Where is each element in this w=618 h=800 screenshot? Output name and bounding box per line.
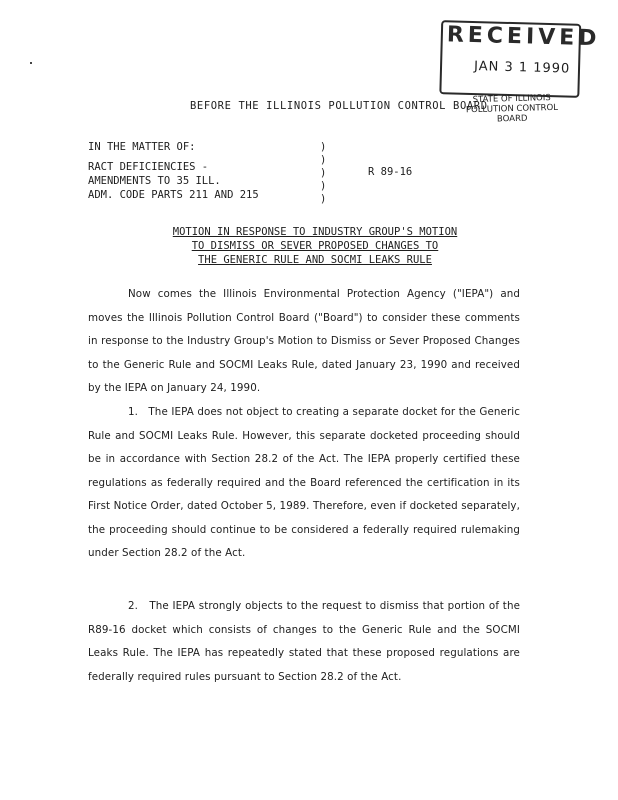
caption-line-1: RACT DEFICIENCIES - (88, 161, 209, 173)
stamp-word: RECEIVED (446, 22, 601, 52)
paragraph-2-number: 2. (128, 600, 139, 612)
caption-bracket: ) (320, 180, 327, 192)
paragraph-2-text: The IEPA strongly objects to the request to dismiss that portion of the R89-16 docket which consists of changes to the Generic Rule and the SOCMI Leaks Rule. The IEPA has repeatedly stated that these proposed regulations are federally required rules pursuant to Section 28.2 of the Act. (88, 600, 521, 683)
title-line-3: THE GENERIC RULE AND SOCMI LEAKS RULE (198, 254, 432, 266)
matter-label: IN THE MATTER OF: (88, 141, 196, 153)
paragraph-1 (88, 401, 520, 566)
paragraph-1-text: The IEPA does not object to creating a separate docket for the Generic Rule and SOCMI Leaks Rule. However, this separate docketed proceeding should be in accordance with Section 28.2 of the Act. The IEPA properly certified these regulations as federally required and the Board referenced the certification in its First Notice Order, dated October 5, 1989. Therefore, even if docketed separately, the proceeding should continue to be considered a federally required rulemaking under Section 28.2 of the Act. (88, 406, 520, 559)
paragraph-1-number: 1. (128, 406, 139, 418)
caption-bracket: ) (320, 141, 327, 153)
scan-speck (30, 62, 32, 64)
caption-line-3: ADM. CODE PARTS 211 AND 215 (88, 189, 259, 201)
title-line-2: TO DISMISS OR SEVER PROPOSED CHANGES TO (191, 240, 439, 252)
caption-bracket: ) (320, 167, 327, 179)
intro-text: Now comes the Illinois Environmental Protection Agency ("IEPA") and moves the Illinois Pollution Control Board ("Board") to consider these comments in response to the Industry Group's Motion to Dismiss or Sever Proposed Changes to the Generic Rule and SOCMI Leaks Rule, dated January 23, 1990 and received by the IEPA on January 24, 1990. (88, 288, 520, 394)
caption-bracket: ) (320, 193, 327, 205)
stamp-office-line1: STATE OF ILLINOIS (472, 93, 551, 106)
motion-title (150, 225, 480, 267)
intro-paragraph (88, 283, 520, 401)
stamp-date: JAN 3 1 1990 (473, 59, 571, 77)
stamp-office-line2: POLLUTION CONTROL BOARD (465, 102, 559, 125)
title-line-1: MOTION IN RESPONSE TO INDUSTRY GROUP'S MOTION (172, 226, 458, 238)
board-heading: BEFORE THE ILLINOIS POLLUTION CONTROL BOARD (190, 100, 488, 112)
docket-number: R 89-16 (368, 166, 413, 178)
caption-line-2: AMENDMENTS TO 35 ILL. (88, 175, 221, 187)
paragraph-2 (88, 595, 520, 689)
caption-bracket: ) (320, 154, 327, 166)
